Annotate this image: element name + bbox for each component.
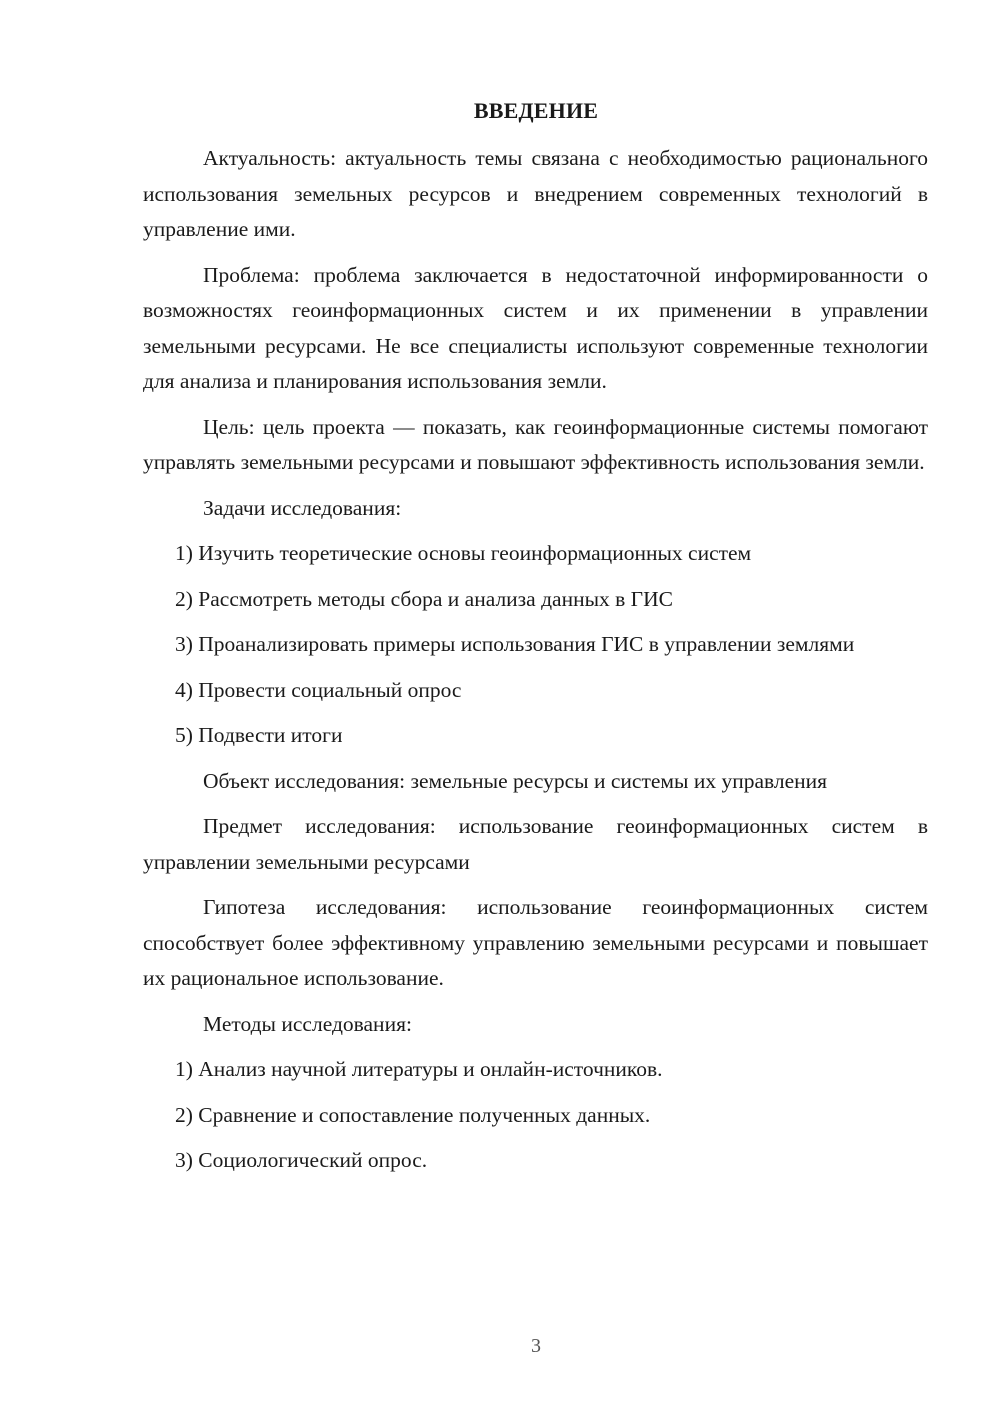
- page-title: ВВЕДЕНИЕ: [473, 98, 599, 123]
- task-item-2: 2) Рассмотреть методы сбора и анализа данных в ГИС: [175, 586, 673, 611]
- task-item-3: 3) Проанализировать примеры использования ГИС в управлении землями: [175, 632, 855, 656]
- task-item-1: 1) Изучить теоретические основы геоинформационных систем: [175, 541, 752, 565]
- document-body: [143, 141, 928, 1189]
- goal-paragraph: Цель: цель проекта — показать, как геоинформационные системы помогают управлять земельными ресурсами и повышают эффективность использования земли.: [143, 414, 928, 474]
- methods-title: Методы исследования:: [203, 1011, 412, 1036]
- subject-paragraph: Предмет исследования: использование геоинформационных систем в управлении земельными ресурсами: [143, 814, 928, 874]
- method-item-2: 2) Сравнение и сопоставление полученных данных.: [175, 1102, 651, 1127]
- hypothesis-paragraph: Гипотеза исследования: использование геоинформационных систем способствует более эффективному управлению земельными ресурсами и повышает их рациональное использование.: [143, 895, 928, 990]
- object-paragraph: Объект исследования: земельные ресурсы и системы их управления: [203, 768, 828, 793]
- relevance-paragraph: Актуальность: актуальность темы связана с необходимостью рационального использования земельных ресурсов и внедрением современных технологий в управление ими.: [143, 146, 928, 241]
- method-item-1: 1) Анализ научной литературы и онлайн-источников.: [175, 1057, 663, 1081]
- tasks-title: Задачи исследования:: [203, 495, 402, 520]
- method-item-3: 3) Социологический опрос.: [175, 1148, 428, 1172]
- task-item-4: 4) Провести социальный опрос: [175, 677, 462, 702]
- page-number: 3: [531, 1335, 541, 1357]
- problem-paragraph: Проблема: проблема заключается в недостаточной информированности о возможностях геоинформационных систем и их применении в управлении земельными ресурсами. Не все специалисты используют современные технологии для анализа и планирования использования земли.: [143, 262, 928, 393]
- task-item-5: 5) Подвести итоги: [175, 723, 343, 747]
